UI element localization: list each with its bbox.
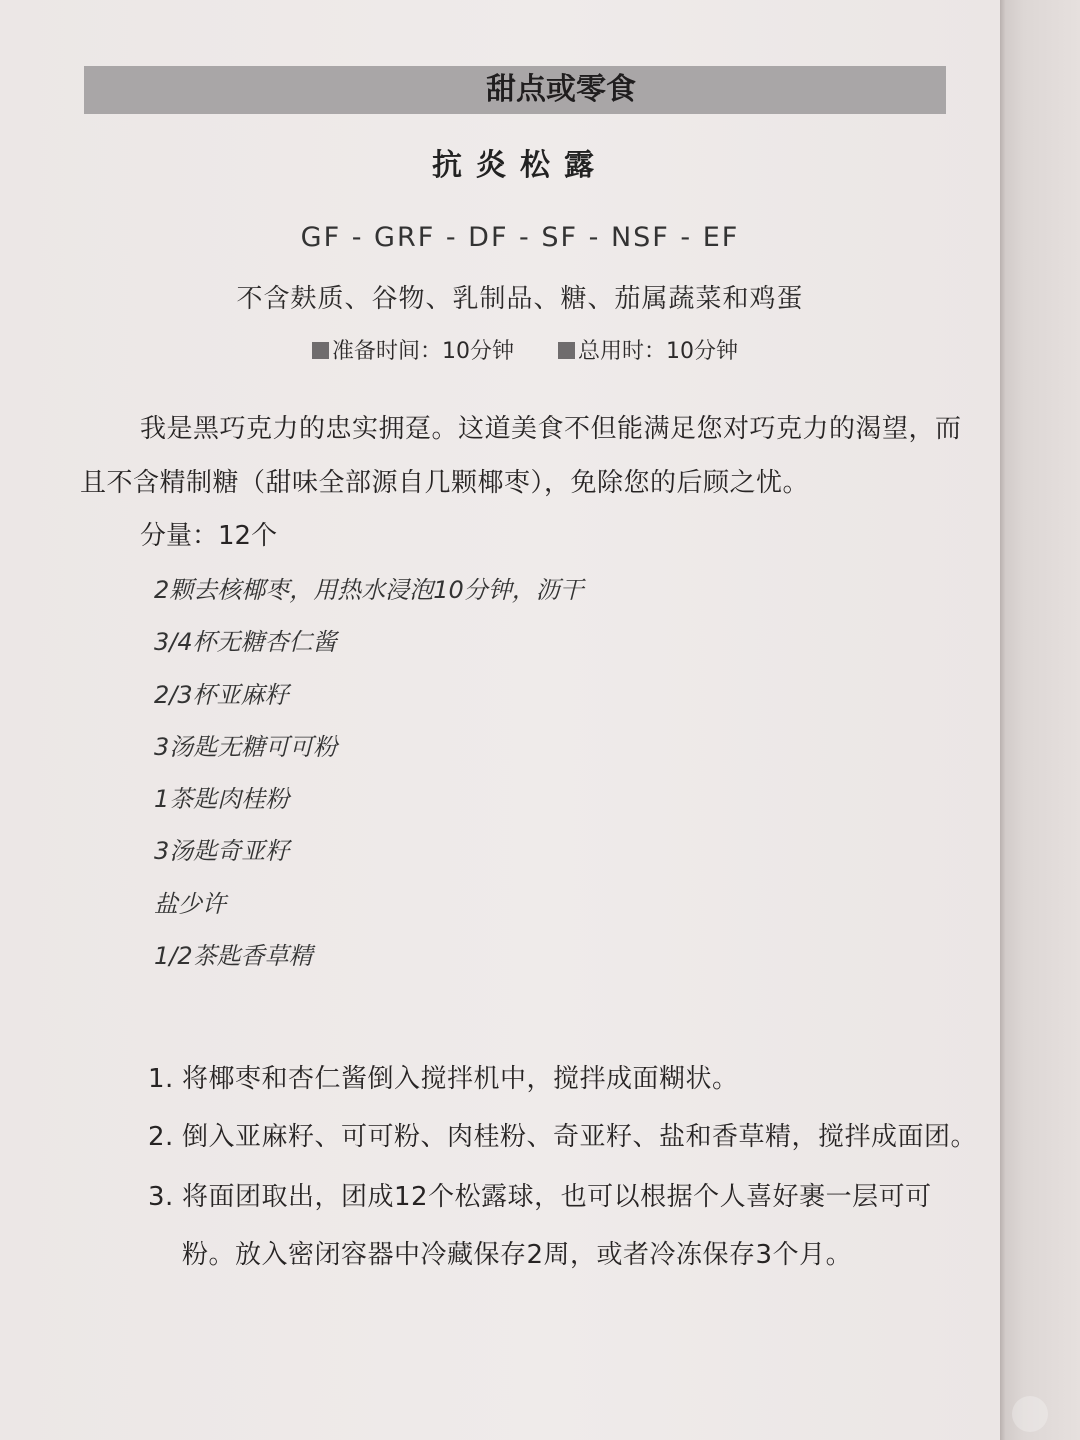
step-text: 倒入亚麻籽、可可粉、肉桂粉、奇亚籽、盐和香草精，搅拌成面团。: [182, 1122, 978, 1152]
step-item: [148, 1050, 978, 1108]
diet-codes: GF - GRF - DF - SF - NSF - EF: [300, 222, 740, 253]
ingredient-list: [154, 566, 584, 984]
servings: 分量：12个: [140, 521, 278, 551]
ingredient-item: 3汤匙无糖可可粉: [154, 732, 338, 761]
step-text: 将面团取出，团成12个松露球，也可以根据个人喜好裹一层可可粉。放入密闭容器中冷藏保存2周，或者冷冻保存3个月。: [182, 1182, 932, 1270]
square-bullet-icon: [558, 342, 575, 359]
ingredient-item: 3汤匙奇亚籽: [154, 837, 290, 866]
step-item: [148, 1108, 978, 1166]
page-edge: [1000, 0, 1080, 1440]
ingredient-item: 2/3杯亚麻籽: [154, 680, 289, 709]
free-of-note: 不含麸质、谷物、乳制品、糖、茄属蔬菜和鸡蛋: [236, 284, 804, 314]
ingredient-item: 盐少许: [154, 889, 226, 918]
time-info: [0, 334, 1050, 365]
ingredient-item: 3/4杯无糖杏仁酱: [154, 628, 337, 657]
square-bullet-icon: [312, 342, 329, 359]
step-number: 3.: [148, 1182, 174, 1212]
corner-watermark-icon: [1012, 1396, 1048, 1432]
total-time: 总用时：10分钟: [578, 339, 738, 364]
section-title: 甜点或零食: [486, 72, 636, 107]
intro-paragraph: 我是黑巧克力的忠实拥趸。这道美食不但能满足您对巧克力的渴望，而且不含精制糖（甜味全部源自几颗椰枣），免除您的后顾之忧。: [80, 414, 962, 498]
step-list: [148, 1050, 978, 1284]
step-text: 将椰枣和杏仁酱倒入搅拌机中，搅拌成面糊状。: [182, 1064, 739, 1094]
step-number: 1.: [148, 1064, 174, 1094]
ingredient-item: 2颗去核椰枣，用热水浸泡10分钟，沥干: [154, 576, 584, 604]
step-item: [148, 1168, 978, 1284]
ingredient-item: 1茶匙肉桂粉: [154, 785, 290, 814]
prep-time: 准备时间：10分钟: [332, 339, 514, 364]
ingredient-item: 1/2茶匙香草精: [154, 942, 313, 971]
step-number: 2.: [148, 1122, 174, 1152]
recipe-title: 抗炎松露: [432, 148, 608, 183]
